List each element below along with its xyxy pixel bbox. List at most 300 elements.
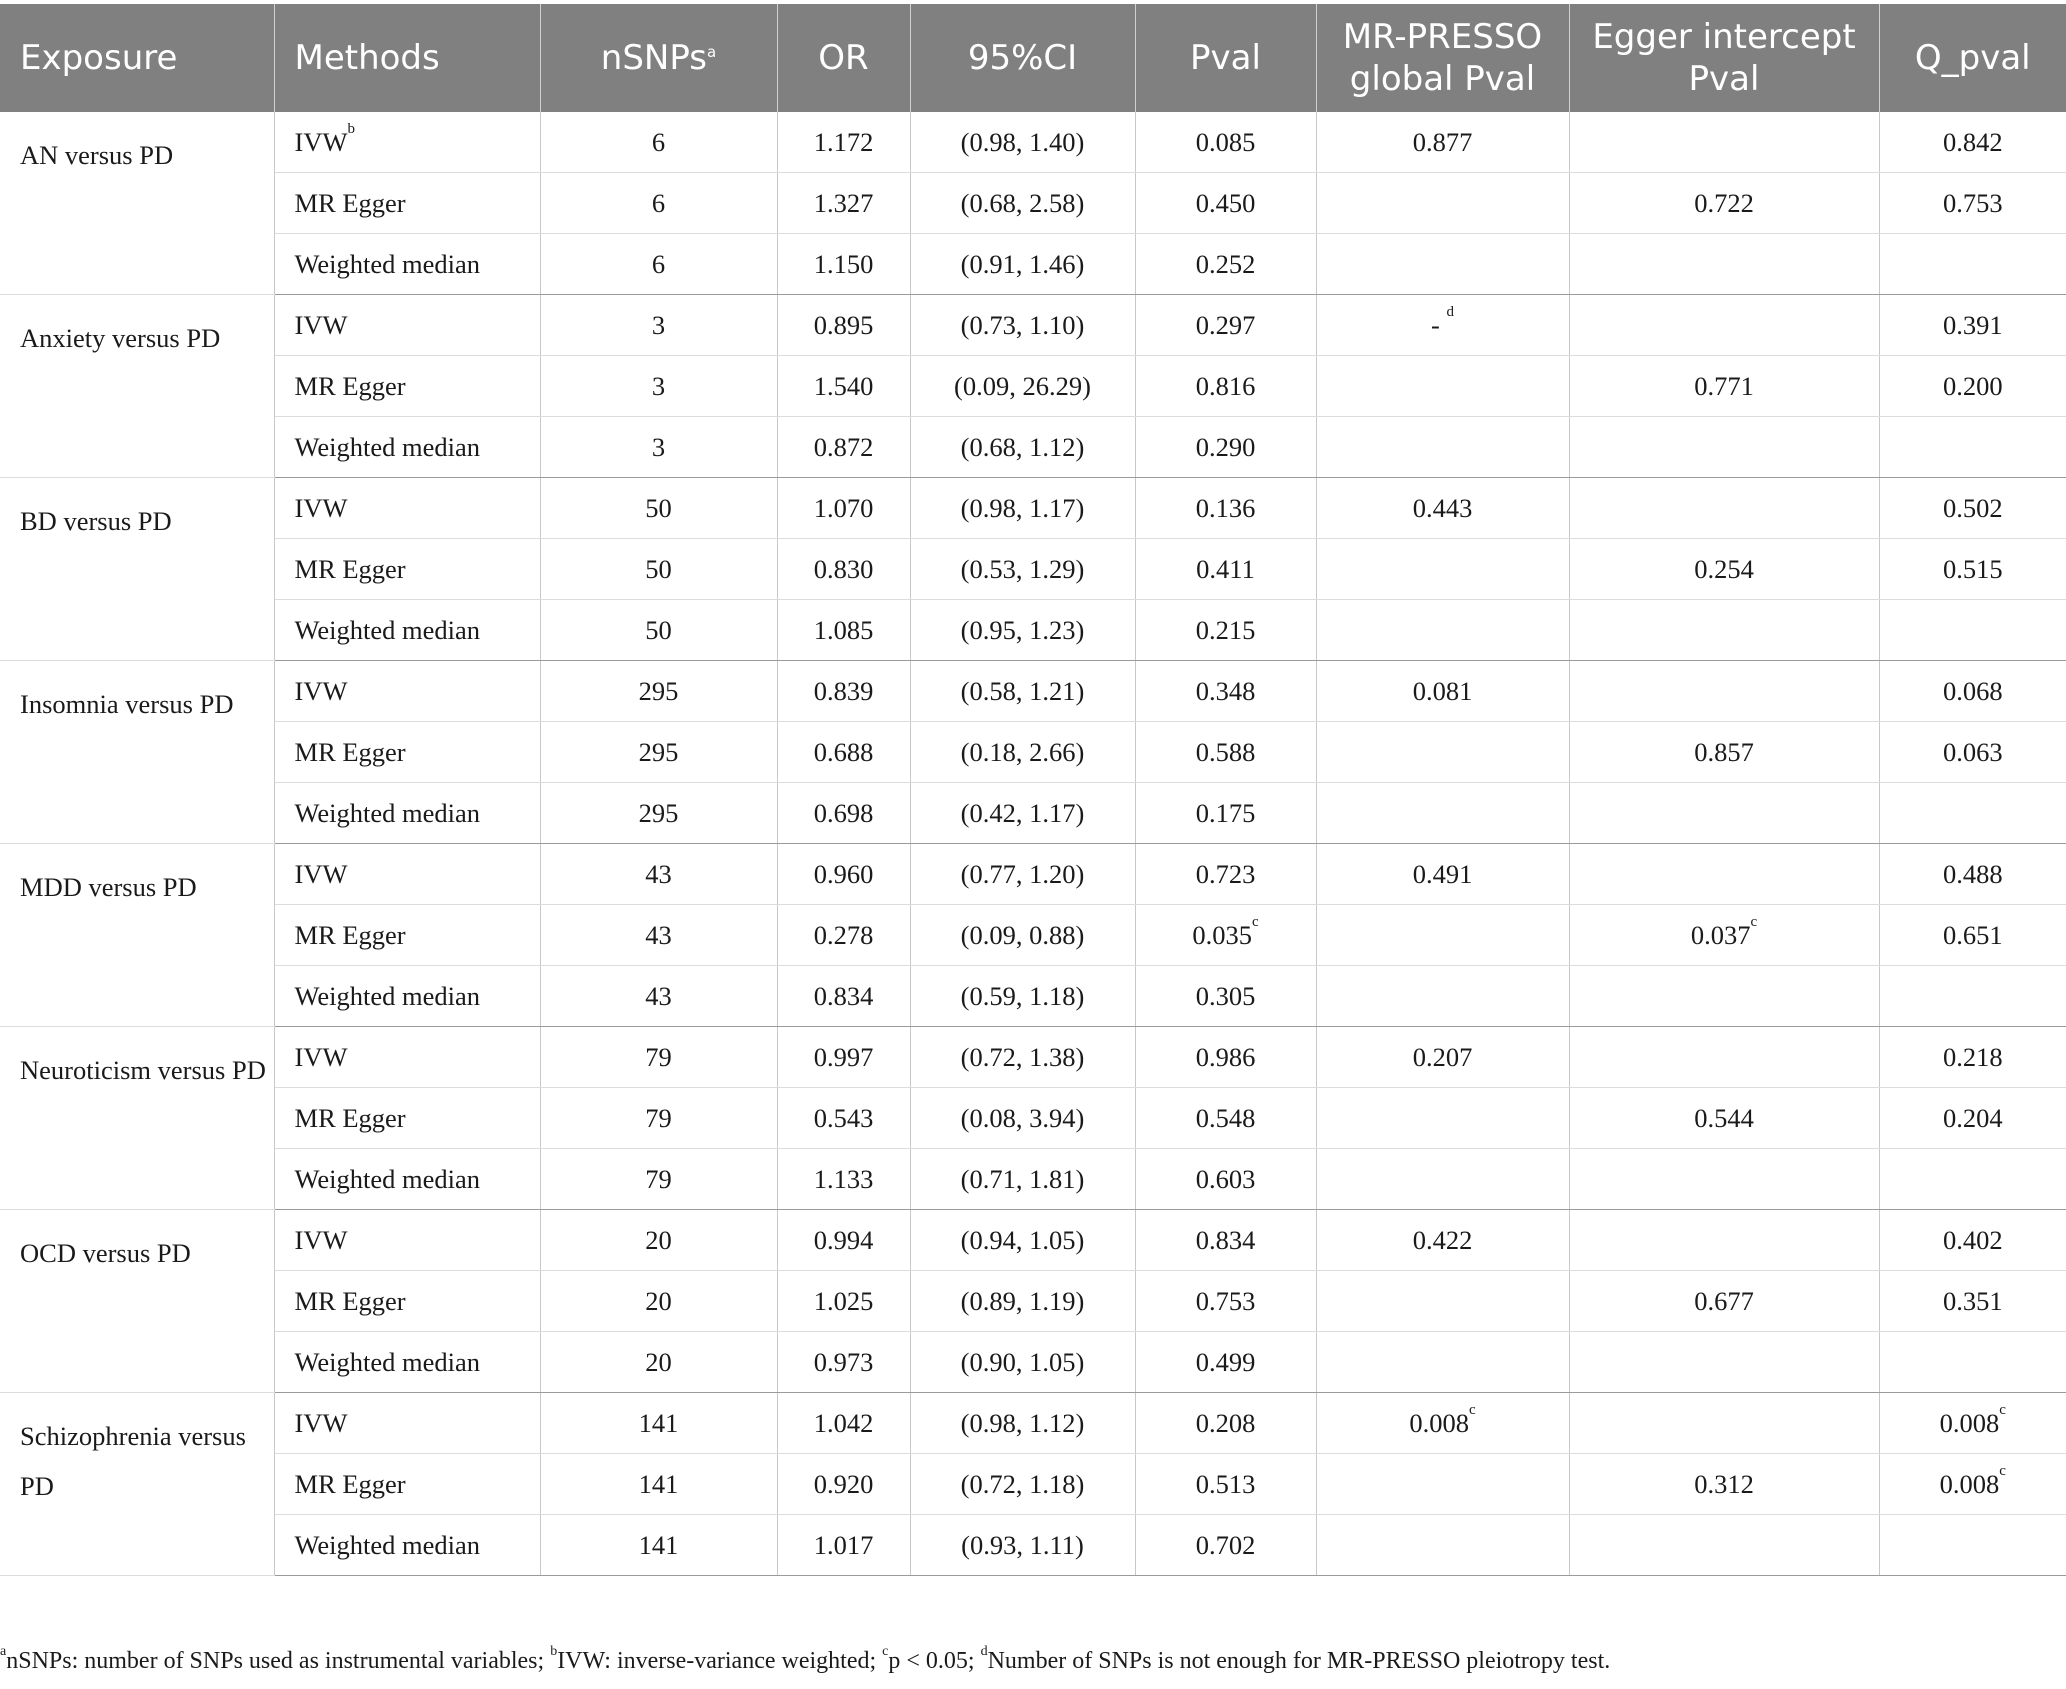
ci-cell-value: (0.72, 1.18) xyxy=(960,1468,1085,1499)
egger-cell xyxy=(1569,1271,1879,1332)
footnote-text: IVW: inverse-variance weighted; xyxy=(557,1648,883,1674)
pval-cell-value: 0.348 xyxy=(1195,675,1256,706)
q-pval-cell xyxy=(1879,905,2066,966)
nsnps-cell xyxy=(540,539,777,600)
ci-cell xyxy=(910,844,1135,905)
pval-cell-value: 0.588 xyxy=(1195,736,1256,767)
nsnps-cell-value: 141 xyxy=(638,1468,679,1499)
method-cell xyxy=(274,173,540,234)
nsnps-cell xyxy=(540,1271,777,1332)
egger-cell xyxy=(1569,661,1879,722)
footnote-mark: d xyxy=(980,1644,988,1659)
egger-cell xyxy=(1569,1454,1879,1515)
or-cell xyxy=(777,1088,910,1149)
or-cell-value: 0.920 xyxy=(813,1468,874,1499)
method-cell xyxy=(274,600,540,661)
egger-cell xyxy=(1569,1210,1879,1271)
table-row xyxy=(0,783,2066,844)
ci-cell-value: (0.72, 1.38) xyxy=(960,1041,1085,1072)
or-cell xyxy=(777,1210,910,1271)
ci-cell-value: (0.89, 1.19) xyxy=(960,1285,1085,1316)
pval-cell-value: 0.450 xyxy=(1195,187,1256,218)
ci-cell-value: (0.68, 1.12) xyxy=(960,431,1085,462)
or-cell-value: 0.973 xyxy=(813,1346,874,1377)
presso-cell-value: - xyxy=(1431,309,1447,340)
pval-cell-value: 0.834 xyxy=(1195,1224,1256,1255)
ci-cell-value: (0.73, 1.10) xyxy=(960,309,1085,340)
or-cell xyxy=(777,661,910,722)
header-egger: Egger intercept Pval xyxy=(1569,4,1879,112)
pval-cell xyxy=(1135,478,1316,539)
method-cell-value: MR Egger xyxy=(294,553,406,584)
nsnps-cell xyxy=(540,722,777,783)
nsnps-cell-value: 43 xyxy=(645,858,672,889)
q-pval-cell xyxy=(1879,1332,2066,1393)
presso-cell xyxy=(1316,1027,1569,1088)
header-nsnps-label: nSNPs xyxy=(600,38,707,78)
presso-cell xyxy=(1316,295,1569,356)
table-row xyxy=(0,844,2066,905)
pval-cell-value: 0.411 xyxy=(1196,553,1255,584)
q-pval-cell xyxy=(1879,112,2066,173)
method-cell-value: MR Egger xyxy=(294,187,406,218)
or-cell-value: 1.540 xyxy=(813,370,874,401)
or-cell-value: 0.960 xyxy=(813,858,874,889)
q-pval-cell xyxy=(1879,478,2066,539)
nsnps-cell xyxy=(540,234,777,295)
method-cell-value: Weighted median xyxy=(294,980,481,1011)
pval-cell-value: 0.702 xyxy=(1195,1529,1256,1560)
table-row xyxy=(0,1393,2066,1454)
exposure-cell: OCD versus PD xyxy=(0,1210,274,1393)
footnote-mark: c xyxy=(1999,1401,2006,1418)
nsnps-cell-value: 79 xyxy=(645,1163,672,1194)
nsnps-cell xyxy=(540,905,777,966)
table-row xyxy=(0,600,2066,661)
footnote-mark: c xyxy=(1468,1401,1476,1418)
nsnps-cell xyxy=(540,1210,777,1271)
or-cell-value: 0.872 xyxy=(813,431,874,462)
pval-cell xyxy=(1135,173,1316,234)
presso-cell xyxy=(1316,417,1569,478)
method-cell xyxy=(274,295,540,356)
or-cell xyxy=(777,1454,910,1515)
ci-cell-value: (0.09, 26.29) xyxy=(954,370,1091,401)
method-cell xyxy=(274,844,540,905)
ci-cell-value: (0.59, 1.18) xyxy=(960,980,1085,1011)
or-cell xyxy=(777,783,910,844)
q-pval-cell xyxy=(1879,417,2066,478)
or-cell-value: 0.994 xyxy=(813,1224,874,1255)
table-row xyxy=(0,112,2066,173)
q-pval-cell-value: 0.351 xyxy=(1942,1285,2003,1316)
q-pval-cell xyxy=(1879,234,2066,295)
q-pval-cell xyxy=(1879,966,2066,1027)
egger-cell xyxy=(1569,1027,1879,1088)
pval-cell xyxy=(1135,661,1316,722)
or-cell xyxy=(777,966,910,1027)
footnote-mark: b xyxy=(550,1644,558,1659)
egger-cell xyxy=(1569,1393,1879,1454)
presso-cell xyxy=(1316,478,1569,539)
pval-cell-value: 0.252 xyxy=(1195,248,1256,279)
footnote-mark: d xyxy=(1446,303,1454,320)
ci-cell-value: (0.09, 0.88) xyxy=(960,919,1085,950)
nsnps-cell-value: 141 xyxy=(638,1529,679,1560)
or-cell-value: 1.070 xyxy=(813,492,874,523)
pval-cell-value: 0.290 xyxy=(1195,431,1256,462)
ci-cell-value: (0.71, 1.81) xyxy=(960,1163,1085,1194)
method-cell-value: MR Egger xyxy=(294,1102,406,1133)
footnote-mark: b xyxy=(347,120,355,137)
pval-cell-value: 0.215 xyxy=(1195,614,1256,645)
q-pval-cell-value: 0.488 xyxy=(1942,858,2003,889)
or-cell xyxy=(777,478,910,539)
method-cell-value: Weighted median xyxy=(294,1346,481,1377)
pval-cell-value: 0.035 xyxy=(1192,919,1252,950)
table-row xyxy=(0,539,2066,600)
pval-cell-value: 0.816 xyxy=(1195,370,1256,401)
egger-cell xyxy=(1569,722,1879,783)
method-cell xyxy=(274,356,540,417)
exposure-cell: AN versus PD xyxy=(0,112,274,295)
q-pval-cell xyxy=(1879,356,2066,417)
table-footnote xyxy=(0,1644,2066,1675)
nsnps-cell-value: 295 xyxy=(638,797,679,828)
ci-cell xyxy=(910,173,1135,234)
table-row xyxy=(0,1332,2066,1393)
table-row xyxy=(0,661,2066,722)
or-cell xyxy=(777,234,910,295)
method-cell xyxy=(274,1515,540,1576)
ci-cell-value: (0.42, 1.17) xyxy=(960,797,1085,828)
footnote-mark: c xyxy=(1999,1462,2006,1479)
ci-cell xyxy=(910,1027,1135,1088)
q-pval-cell xyxy=(1879,600,2066,661)
pval-cell xyxy=(1135,783,1316,844)
egger-cell xyxy=(1569,417,1879,478)
presso-cell xyxy=(1316,1515,1569,1576)
ci-cell xyxy=(910,112,1135,173)
method-cell-value: MR Egger xyxy=(294,736,406,767)
pval-cell xyxy=(1135,1271,1316,1332)
ci-cell xyxy=(910,539,1135,600)
method-cell-value: IVW xyxy=(294,858,348,889)
pval-cell-value: 0.175 xyxy=(1195,797,1256,828)
nsnps-cell-value: 79 xyxy=(645,1102,672,1133)
or-cell-value: 0.834 xyxy=(813,980,874,1011)
egger-cell xyxy=(1569,295,1879,356)
nsnps-cell xyxy=(540,783,777,844)
exposure-cell: BD versus PD xyxy=(0,478,274,661)
table-row xyxy=(0,234,2066,295)
method-cell xyxy=(274,112,540,173)
nsnps-cell xyxy=(540,112,777,173)
ci-cell-value: (0.08, 3.94) xyxy=(960,1102,1085,1133)
pval-cell xyxy=(1135,905,1316,966)
nsnps-cell xyxy=(540,417,777,478)
or-cell xyxy=(777,1515,910,1576)
nsnps-cell-value: 3 xyxy=(651,431,666,462)
ci-cell xyxy=(910,1332,1135,1393)
or-cell xyxy=(777,173,910,234)
pval-cell xyxy=(1135,1210,1316,1271)
ci-cell xyxy=(910,417,1135,478)
table-row xyxy=(0,966,2066,1027)
q-pval-cell-value: 0.391 xyxy=(1942,309,2003,340)
method-cell xyxy=(274,539,540,600)
nsnps-cell xyxy=(540,1027,777,1088)
method-cell xyxy=(274,1393,540,1454)
table-row xyxy=(0,1149,2066,1210)
egger-cell xyxy=(1569,539,1879,600)
presso-cell xyxy=(1316,1210,1569,1271)
presso-cell xyxy=(1316,1393,1569,1454)
presso-cell xyxy=(1316,1271,1569,1332)
egger-cell xyxy=(1569,1515,1879,1576)
q-pval-cell-value: 0.842 xyxy=(1942,126,2003,157)
mr-results-table xyxy=(0,4,2066,1576)
or-cell xyxy=(777,905,910,966)
ci-cell-value: (0.94, 1.05) xyxy=(960,1224,1085,1255)
nsnps-cell xyxy=(540,1332,777,1393)
table-row xyxy=(0,1210,2066,1271)
presso-cell-value: 0.877 xyxy=(1412,126,1473,157)
ci-cell-value: (0.58, 1.21) xyxy=(960,675,1085,706)
ci-cell-value: (0.18, 2.66) xyxy=(960,736,1085,767)
nsnps-cell xyxy=(540,1454,777,1515)
or-cell-value: 1.025 xyxy=(813,1285,874,1316)
pval-cell xyxy=(1135,966,1316,1027)
presso-cell xyxy=(1316,600,1569,661)
egger-cell xyxy=(1569,356,1879,417)
table-row xyxy=(0,905,2066,966)
method-cell xyxy=(274,783,540,844)
nsnps-cell xyxy=(540,844,777,905)
or-cell-value: 0.895 xyxy=(813,309,874,340)
egger-cell xyxy=(1569,1088,1879,1149)
exposure-cell: Neuroticism versus PD xyxy=(0,1027,274,1210)
presso-cell xyxy=(1316,722,1569,783)
table-row xyxy=(0,1515,2066,1576)
ci-cell xyxy=(910,1515,1135,1576)
ci-cell xyxy=(910,1454,1135,1515)
or-cell xyxy=(777,722,910,783)
pval-cell-value: 0.305 xyxy=(1195,980,1256,1011)
or-cell-value: 0.688 xyxy=(813,736,874,767)
egger-cell-value: 0.037 xyxy=(1690,919,1751,950)
method-cell-value: IVW xyxy=(294,1224,348,1255)
q-pval-cell xyxy=(1879,295,2066,356)
presso-cell-value: 0.008 xyxy=(1409,1407,1469,1438)
exposure-cell: MDD versus PD xyxy=(0,844,274,1027)
method-cell-value: MR Egger xyxy=(294,370,406,401)
ci-cell xyxy=(910,966,1135,1027)
or-cell-value: 1.133 xyxy=(813,1163,874,1194)
pval-cell-value: 0.499 xyxy=(1195,1346,1256,1377)
nsnps-cell xyxy=(540,661,777,722)
presso-cell-value: 0.081 xyxy=(1412,675,1473,706)
pval-cell-value: 0.297 xyxy=(1195,309,1256,340)
or-cell xyxy=(777,1271,910,1332)
q-pval-cell-value: 0.200 xyxy=(1942,370,2003,401)
egger-cell xyxy=(1569,783,1879,844)
nsnps-cell-value: 43 xyxy=(645,980,672,1011)
egger-cell xyxy=(1569,112,1879,173)
method-cell xyxy=(274,1210,540,1271)
q-pval-cell-value: 0.008 xyxy=(1939,1468,2000,1499)
method-cell-value: IVW xyxy=(294,126,348,157)
or-cell-value: 0.839 xyxy=(813,675,874,706)
nsnps-cell xyxy=(540,1393,777,1454)
nsnps-cell xyxy=(540,1515,777,1576)
q-pval-cell-value: 0.402 xyxy=(1942,1224,2003,1255)
pval-cell-value: 0.986 xyxy=(1195,1041,1256,1072)
method-cell xyxy=(274,417,540,478)
method-cell xyxy=(274,478,540,539)
method-cell xyxy=(274,1332,540,1393)
pval-cell xyxy=(1135,356,1316,417)
or-cell xyxy=(777,1393,910,1454)
or-cell xyxy=(777,844,910,905)
or-cell-value: 1.017 xyxy=(813,1529,874,1560)
method-cell-value: IVW xyxy=(294,675,348,706)
ci-cell xyxy=(910,1271,1135,1332)
ci-cell-value: (0.98, 1.40) xyxy=(960,126,1085,157)
presso-cell xyxy=(1316,1454,1569,1515)
method-cell-value: IVW xyxy=(294,309,348,340)
ci-cell xyxy=(910,295,1135,356)
egger-cell-value: 0.254 xyxy=(1694,553,1754,584)
pval-cell xyxy=(1135,539,1316,600)
presso-cell-value: 0.443 xyxy=(1412,492,1473,523)
q-pval-cell-value: 0.008 xyxy=(1939,1407,2000,1438)
table-row xyxy=(0,356,2066,417)
presso-cell xyxy=(1316,661,1569,722)
method-cell xyxy=(274,661,540,722)
nsnps-cell-value: 3 xyxy=(651,370,666,401)
egger-cell xyxy=(1569,600,1879,661)
pval-cell xyxy=(1135,1088,1316,1149)
q-pval-cell-value: 0.651 xyxy=(1942,919,2003,950)
egger-cell-value: 0.544 xyxy=(1694,1102,1754,1133)
method-cell-value: MR Egger xyxy=(294,1285,406,1316)
nsnps-cell-value: 43 xyxy=(645,919,672,950)
or-cell xyxy=(777,539,910,600)
q-pval-cell xyxy=(1879,1454,2066,1515)
pval-cell xyxy=(1135,600,1316,661)
ci-cell xyxy=(910,1149,1135,1210)
pval-cell-value: 0.548 xyxy=(1195,1102,1256,1133)
table-row xyxy=(0,1088,2066,1149)
or-cell-value: 0.997 xyxy=(813,1041,874,1072)
method-cell xyxy=(274,1149,540,1210)
header-presso: MR-PRESSO global Pval xyxy=(1316,4,1569,112)
or-cell xyxy=(777,600,910,661)
ci-cell xyxy=(910,1088,1135,1149)
q-pval-cell-value: 0.204 xyxy=(1942,1102,2003,1133)
nsnps-cell xyxy=(540,966,777,1027)
or-cell xyxy=(777,1332,910,1393)
q-pval-cell xyxy=(1879,1088,2066,1149)
or-cell-value: 0.278 xyxy=(813,919,874,950)
header-q-pval: Q_pval xyxy=(1879,4,2066,112)
q-pval-cell-value: 0.515 xyxy=(1942,553,2003,584)
ci-cell-value: (0.91, 1.46) xyxy=(960,248,1085,279)
method-cell-value: Weighted median xyxy=(294,431,481,462)
pval-cell-value: 0.753 xyxy=(1195,1285,1256,1316)
table-row xyxy=(0,417,2066,478)
ci-cell xyxy=(910,905,1135,966)
method-cell xyxy=(274,905,540,966)
nsnps-cell-value: 50 xyxy=(645,553,672,584)
header-or: OR xyxy=(777,4,910,112)
q-pval-cell-value: 0.502 xyxy=(1942,492,2003,523)
method-cell-value: IVW xyxy=(294,1407,348,1438)
egger-cell xyxy=(1569,234,1879,295)
nsnps-cell xyxy=(540,600,777,661)
method-cell-value: Weighted median xyxy=(294,1163,481,1194)
or-cell xyxy=(777,356,910,417)
or-cell-value: 0.698 xyxy=(813,797,874,828)
pval-cell-value: 0.208 xyxy=(1195,1407,1256,1438)
method-cell-value: Weighted median xyxy=(294,1529,481,1560)
presso-cell xyxy=(1316,234,1569,295)
ci-cell-value: (0.98, 1.12) xyxy=(960,1407,1085,1438)
method-cell-value: IVW xyxy=(294,492,348,523)
presso-cell-value: 0.207 xyxy=(1412,1041,1473,1072)
ci-cell xyxy=(910,478,1135,539)
nsnps-cell-value: 20 xyxy=(645,1285,672,1316)
header-nsnps-footnote-mark: a xyxy=(706,43,717,61)
presso-cell xyxy=(1316,1088,1569,1149)
egger-cell xyxy=(1569,478,1879,539)
egger-cell xyxy=(1569,173,1879,234)
exposure-cell: Anxiety versus PD xyxy=(0,295,274,478)
nsnps-cell-value: 6 xyxy=(651,126,666,157)
ci-cell xyxy=(910,1393,1135,1454)
q-pval-cell-value: 0.218 xyxy=(1942,1041,2003,1072)
method-cell-value: MR Egger xyxy=(294,919,406,950)
pval-cell-value: 0.513 xyxy=(1195,1468,1256,1499)
presso-cell xyxy=(1316,844,1569,905)
nsnps-cell xyxy=(540,356,777,417)
q-pval-cell xyxy=(1879,844,2066,905)
presso-cell xyxy=(1316,905,1569,966)
header-pval: Pval xyxy=(1135,4,1316,112)
method-cell xyxy=(274,1271,540,1332)
q-pval-cell-value: 0.063 xyxy=(1942,736,2003,767)
ci-cell xyxy=(910,600,1135,661)
nsnps-cell-value: 3 xyxy=(651,309,666,340)
footnote-mark: c xyxy=(882,1644,889,1659)
ci-cell xyxy=(910,356,1135,417)
footnote-text: nSNPs: number of SNPs used as instrumental variables; xyxy=(6,1648,551,1674)
presso-cell xyxy=(1316,356,1569,417)
or-cell-value: 1.172 xyxy=(813,126,874,157)
nsnps-cell-value: 20 xyxy=(645,1346,672,1377)
footnote-text: Number of SNPs is not enough for MR-PRESSO pleiotropy test. xyxy=(987,1648,1611,1674)
presso-cell xyxy=(1316,173,1569,234)
pval-cell xyxy=(1135,1149,1316,1210)
presso-cell xyxy=(1316,112,1569,173)
method-cell xyxy=(274,722,540,783)
header-ci: 95%CI xyxy=(910,4,1135,112)
method-cell-value: Weighted median xyxy=(294,614,481,645)
egger-cell-value: 0.857 xyxy=(1694,736,1754,767)
nsnps-cell-value: 20 xyxy=(645,1224,672,1255)
q-pval-cell xyxy=(1879,1393,2066,1454)
